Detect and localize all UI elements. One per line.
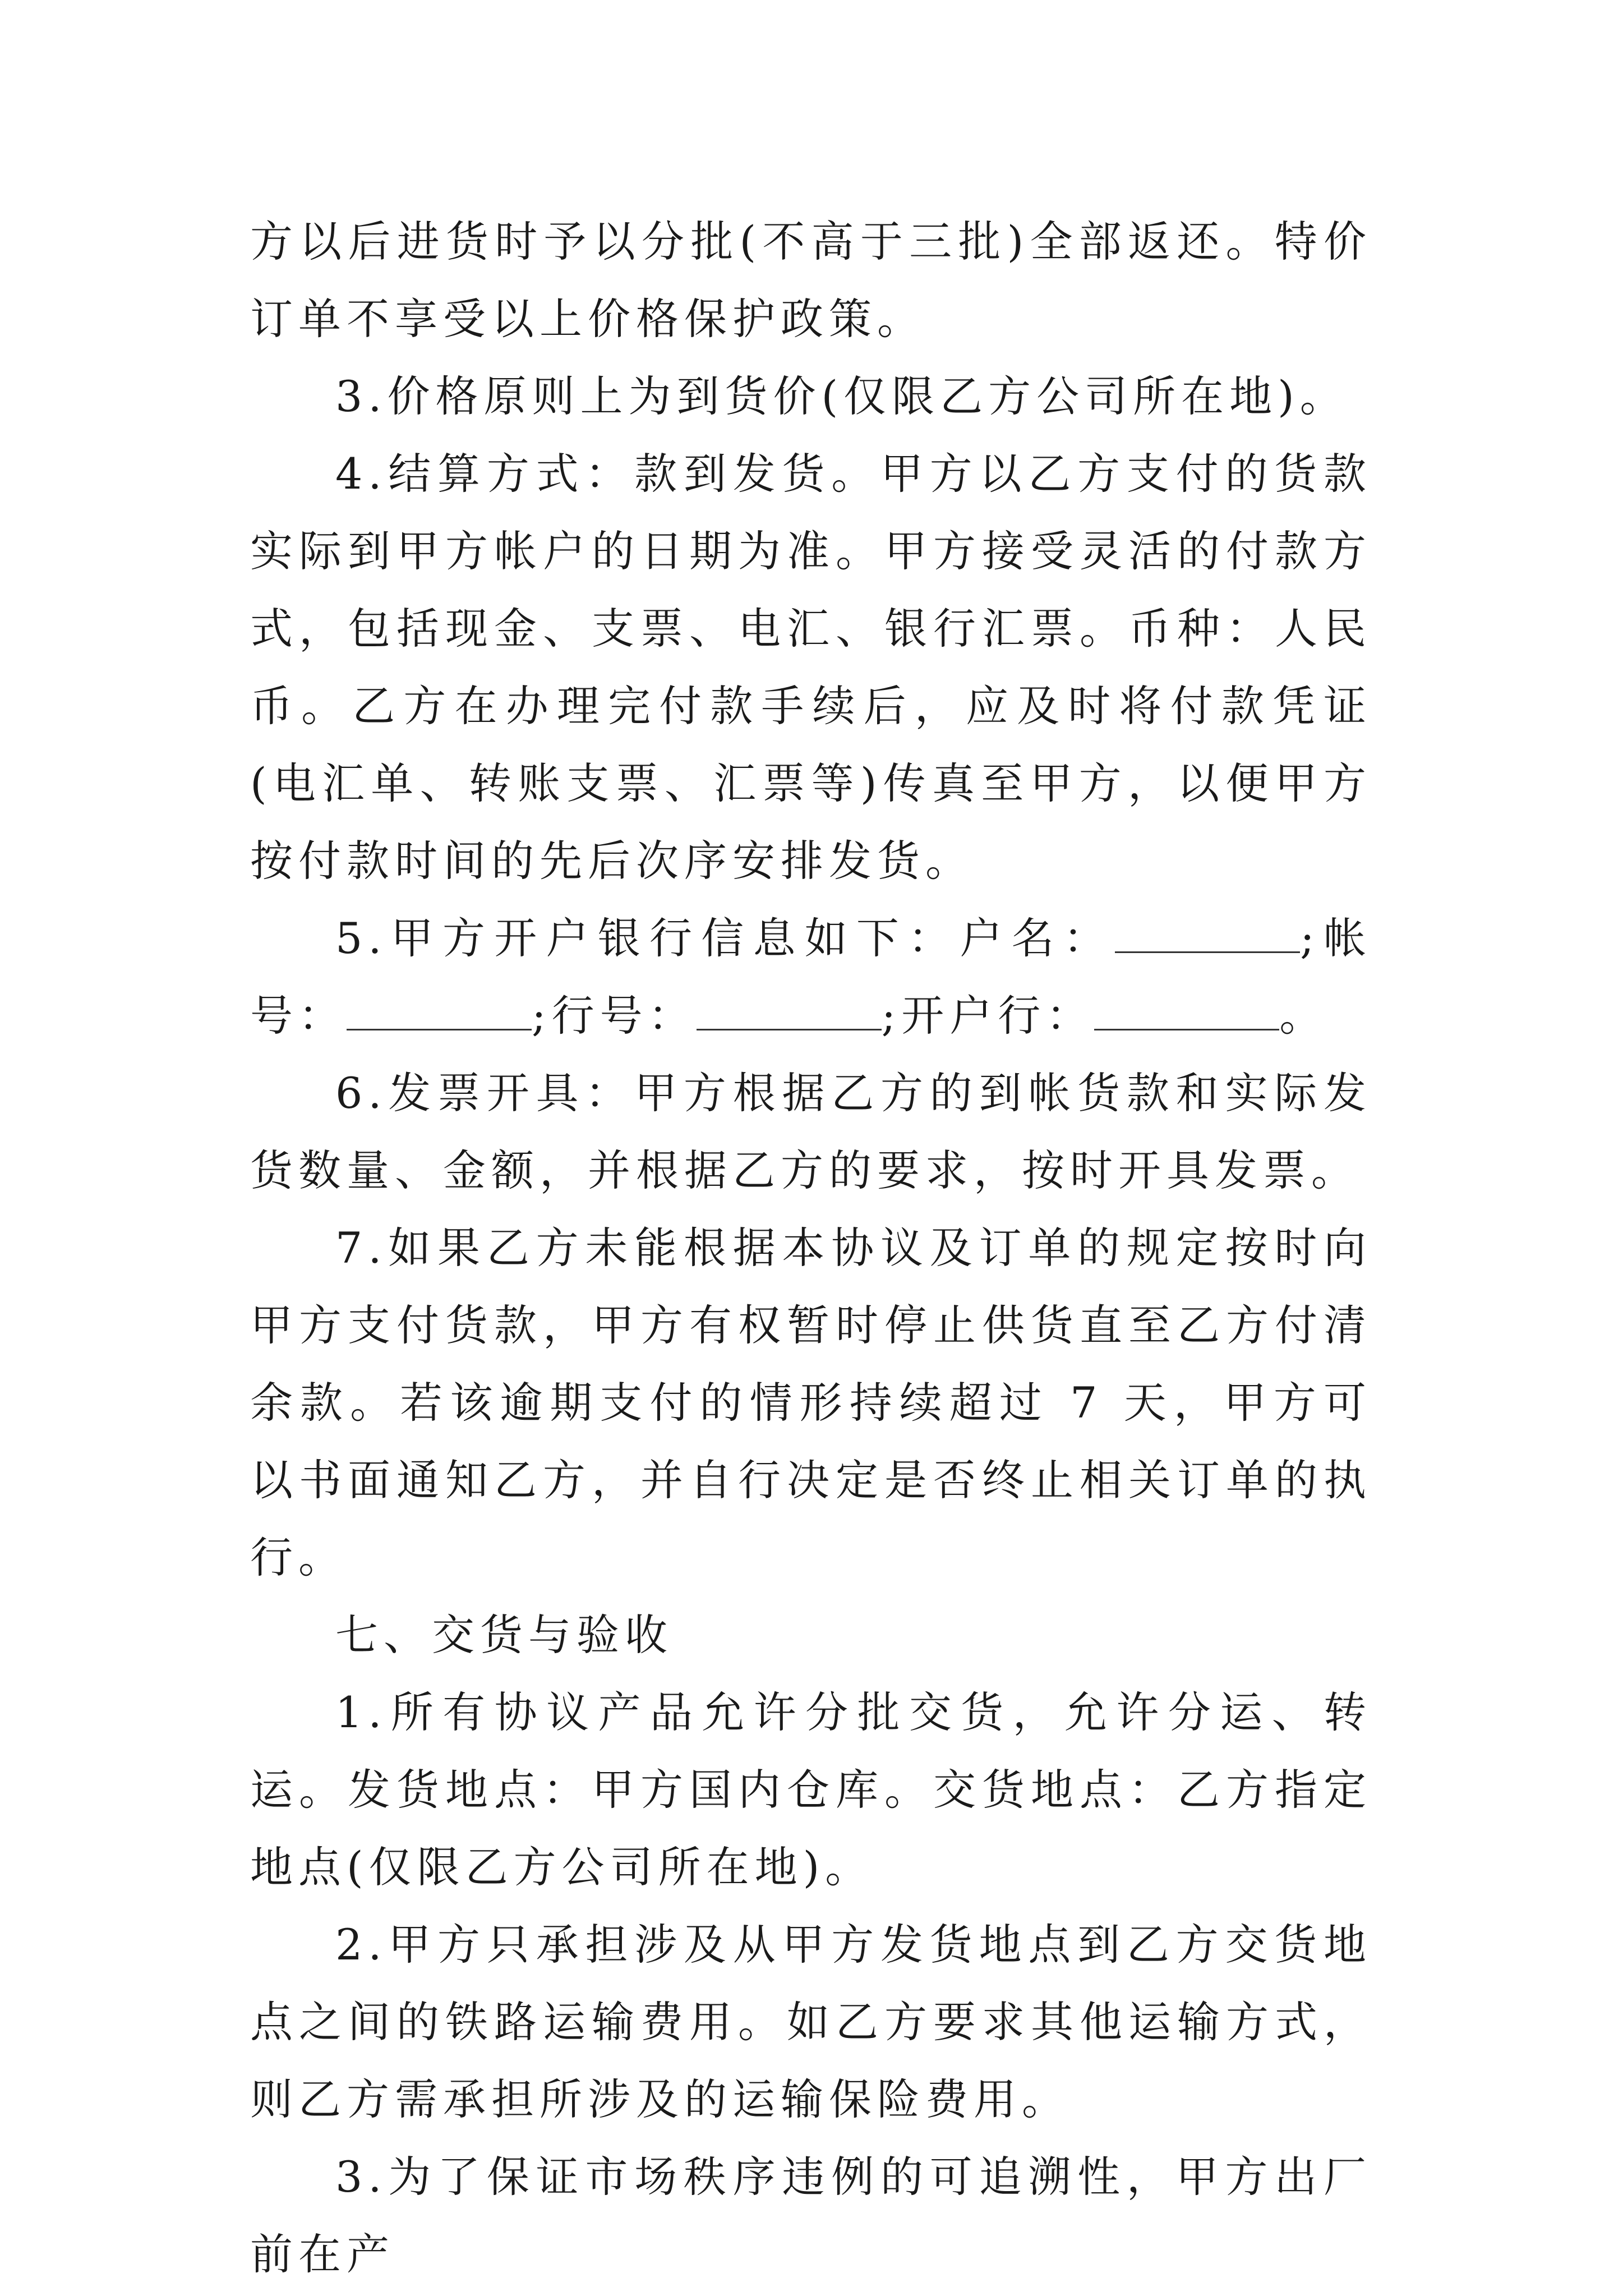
paragraph-item-6: 6.发票开具：甲方根据乙方的到帐货款和实际发货数量、金额，并根据乙方的要求，按时开具发票。 — [250, 1068, 1372, 1195]
bank-info-intro: 5.甲方开户银行信息如下：户名： — [335, 913, 1115, 963]
paragraph-item-3: 3.价格原则上为到货价(仅限乙方公司所在地)。 — [335, 371, 1348, 421]
bank-name-blank — [1094, 990, 1279, 1030]
bank-name-label: ;开户行： — [881, 991, 1095, 1041]
paragraph-delivery-3: 3.为了保证市场秩序违例的可追溯性，甲方出厂前在产 — [250, 2152, 1372, 2279]
paragraph-delivery-2: 2.甲方只承担涉及从甲方发货地点到乙方交货地点之间的铁路运输费用。如乙方要求其他运输方式，则乙方需承担所涉及的运输保险费用。 — [250, 1920, 1372, 2124]
bank-number-blank — [697, 990, 882, 1030]
paragraph-continuation: 方以后进货时予以分批(不高于三批)全部返还。特价订单不享受以上价格保护政策。 — [250, 217, 1372, 344]
paragraph-bank-info — [250, 900, 1372, 1055]
bank-info-end: 。 — [1279, 991, 1328, 1041]
account-number-label: ;帐号： — [250, 913, 1372, 1041]
bank-number-label: ;行号： — [532, 991, 697, 1041]
paragraph-item-7: 7.如果乙方未能根据本协议及订单的规定按时向甲方支付货款，甲方有权暂时停止供货直至乙方付清余款。若该逾期支付的情形持续超过 7 天，甲方可以书面通知乙方，并自行决定是否终止相关订单的执行。 — [250, 1223, 1372, 1582]
account-name-blank — [1115, 912, 1300, 953]
paragraph-item-4: 4.结算方式：款到发货。甲方以乙方支付的货款实际到甲方帐户的日期为准。甲方接受灵活的付款方式，包括现金、支票、电汇、银行汇票。币种：人民币。乙方在办理完付款手续后，应及时将付款凭证(电汇单、转账支票、汇票等)传真至甲方，以便甲方按付款时间的先后次序安排发货。 — [250, 449, 1372, 886]
account-number-blank — [347, 990, 532, 1030]
paragraph-delivery-1: 1.所有协议产品允许分批交货，允许分运、转运。发货地点：甲方国内仓库。交货地点：乙方指定地点(仅限乙方公司所在地)。 — [250, 1687, 1372, 1892]
section-heading-delivery: 七、交货与验收 — [335, 1610, 673, 1660]
document-body — [250, 203, 1372, 2293]
